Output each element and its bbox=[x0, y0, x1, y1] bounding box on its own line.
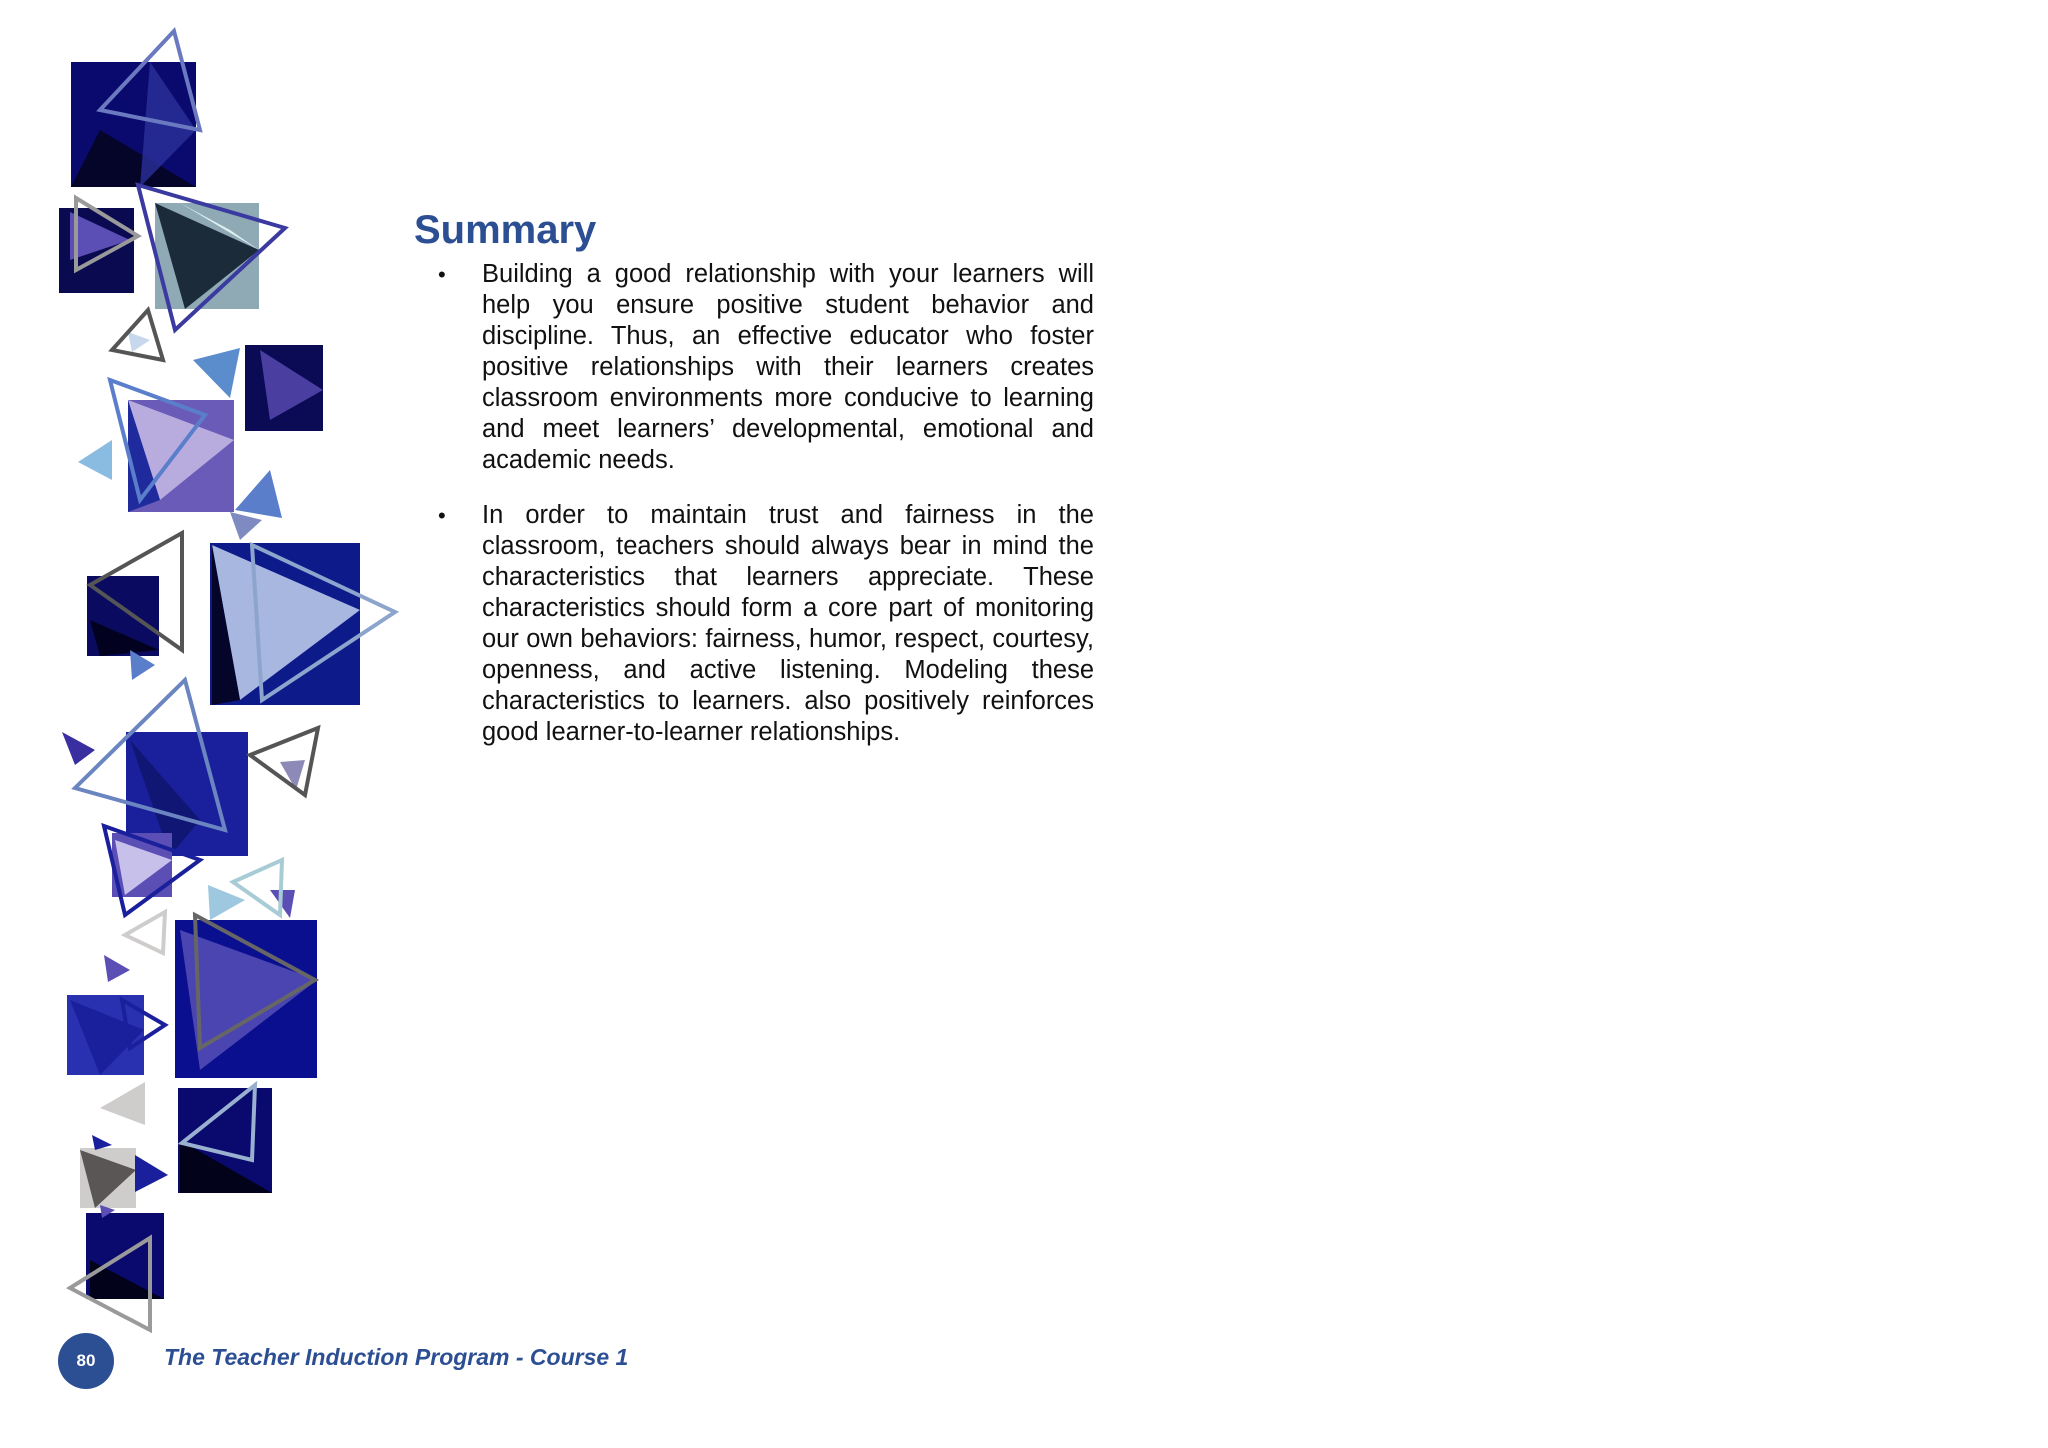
triangle-shape bbox=[100, 1082, 145, 1125]
course-title: The Teacher Induction Program - Course 1 bbox=[164, 1344, 629, 1370]
triangle-shape bbox=[235, 470, 282, 518]
bullet-dot: • bbox=[438, 262, 446, 287]
page-title: Summary bbox=[414, 208, 597, 252]
triangle-outline bbox=[112, 310, 163, 360]
triangle-shape bbox=[135, 1155, 168, 1192]
triangle-shape bbox=[230, 512, 262, 540]
bullet-item bbox=[414, 259, 1094, 476]
bullet-text: Building a good relationship with your learners will help you ensure positive student behavior and discipline. Thus, an effective educator who foster positive relationships with their learners creates classroom environments more conducive to learning and meet learners’ developmental, emotional and academic needs. bbox=[482, 260, 1094, 474]
page-number-badge: 80 bbox=[58, 1333, 114, 1389]
triangle-shape bbox=[208, 885, 245, 920]
triangle-shape bbox=[104, 955, 130, 982]
triangle-outline bbox=[250, 728, 318, 795]
bullet-dot: • bbox=[438, 503, 446, 528]
triangle-shape bbox=[128, 332, 150, 352]
page-footer bbox=[58, 1333, 758, 1389]
triangle-shape bbox=[78, 440, 112, 480]
triangle-outline bbox=[233, 860, 282, 915]
triangle-outline bbox=[125, 912, 165, 953]
triangle-shape bbox=[193, 348, 240, 398]
bullet-text: In order to maintain trust and fairness in the classroom, teachers should always bear in mind the characteristics that learners appreciate. These characteristics should form a core part of monitoring our own behaviors: fairness, humor, respect, courtesy, openness, and active listening. Modeling these characteristics to learners. also positively reinforces good learner-to-learner relationships. bbox=[482, 501, 1094, 746]
decorative-geometric-shapes bbox=[0, 0, 420, 1350]
bullet-item bbox=[414, 500, 1094, 748]
triangle-shape bbox=[92, 1135, 112, 1150]
summary-section bbox=[414, 205, 1094, 772]
summary-bullet-list bbox=[414, 259, 1094, 748]
triangle-shape bbox=[62, 732, 95, 765]
